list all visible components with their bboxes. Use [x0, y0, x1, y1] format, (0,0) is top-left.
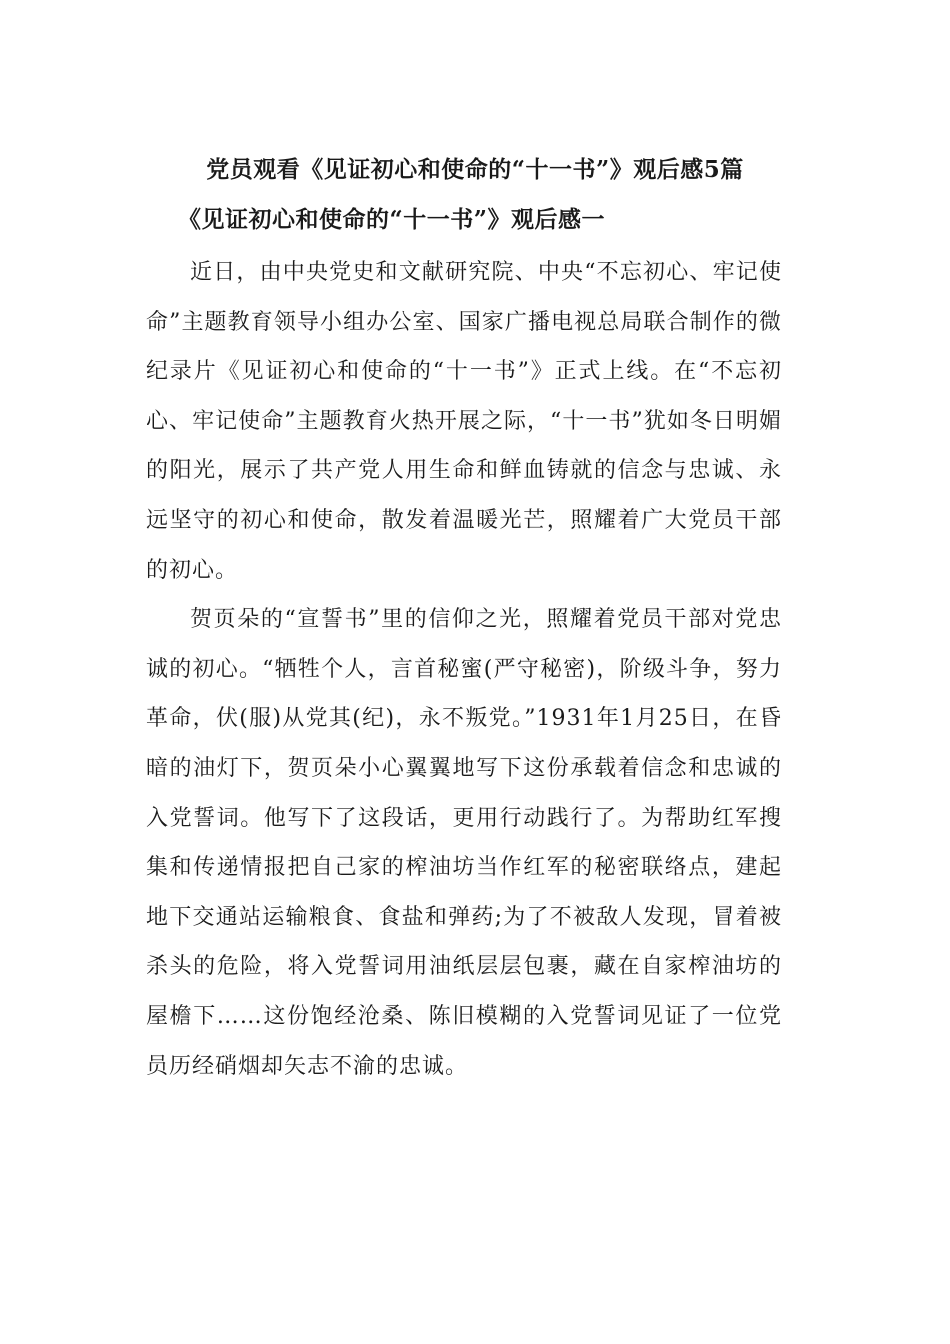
document-title: 党员观看《见证初心和使命的“十一书”》观后感5篇	[206, 156, 744, 183]
document-body	[146, 248, 782, 1091]
paragraph: 近日，由中央党史和文献研究院、中央“不忘初心、牢记使命”主题教育领导小组办公室、国家广播电视总局联合制作的微纪录片《见证初心和使命的“十一书”》正式上线。在“不忘初心、牢记使命”主题教育火热开展之际，“十一书”犹如冬日明媚的阳光，展示了共产党人用生命和鲜血铸就的信念与忠诚、永远坚守的初心和使命，散发着温暖光芒，照耀着广大党员干部的初心。	[146, 260, 782, 583]
paragraph: 贺页朵的“宣誓书”里的信仰之光，照耀着党员干部对党忠诚的初心。“牺牲个人，言首秘蜜(严守秘密)，阶级斗争，努力革命，伏(服)从党其(纪)，永不叛党。”1931年1月25日，在昏暗的油灯下，贺页朵小心翼翼地写下这份承载着信念和忠诚的入党誓词。他写下了这段话，更用行动践行了。为帮助红军搜集和传递情报把自己家的榨油坊当作红军的秘密联络点，建起地下交通站运输粮食、食盐和弹药;为了不被敌人发现，冒着被杀头的危险，将入党誓词用油纸层层包裹，藏在自家榨油坊的屋檐下……这份饱经沧桑、陈旧模糊的入党誓词见证了一位党员历经硝烟却矢志不渝的忠诚。	[146, 607, 782, 1079]
section-title: 《见证初心和使命的“十一书”》观后感一	[178, 206, 605, 233]
